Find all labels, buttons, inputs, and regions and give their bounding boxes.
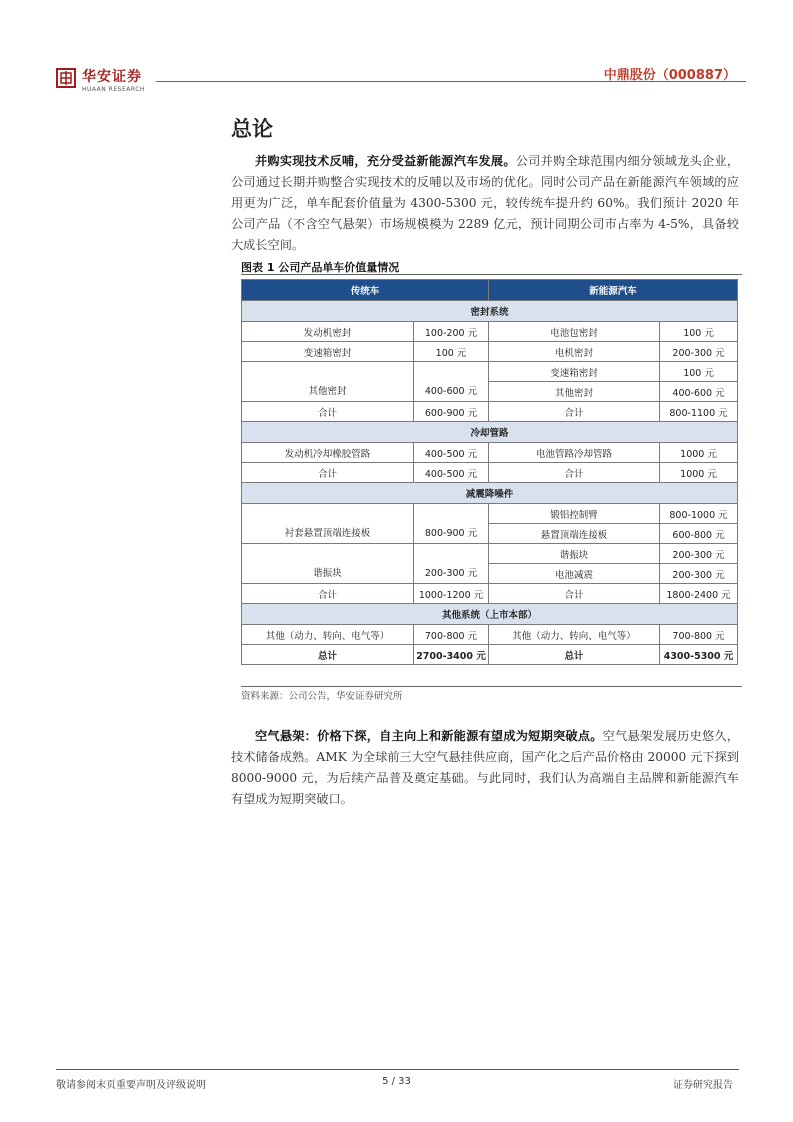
figure-source: 资料来源：公司公告，华安证券研究所 bbox=[241, 691, 403, 702]
table-header-row bbox=[242, 280, 738, 301]
source-divider bbox=[241, 686, 742, 687]
footer-divider bbox=[56, 1069, 739, 1070]
table-row bbox=[242, 362, 738, 382]
logo-text-en: HUAAN RESEARCH bbox=[82, 86, 145, 93]
cell: 合计 bbox=[489, 463, 660, 483]
cell: 100 元 bbox=[660, 322, 738, 342]
section-cooling: 冷却管路 bbox=[242, 422, 738, 443]
cell: 变速箱密封 bbox=[242, 342, 414, 362]
cell: 悬置顶端连接板 bbox=[489, 524, 660, 544]
cell: 200-300 元 bbox=[660, 544, 738, 564]
table-row bbox=[242, 584, 738, 604]
section-row bbox=[242, 604, 738, 625]
section-heading: 总论 bbox=[231, 116, 273, 141]
header-new-energy: 新能源汽车 bbox=[489, 280, 738, 301]
page-number: 5 / 33 bbox=[382, 1076, 411, 1087]
logo-text-cn: 华安证券 bbox=[82, 69, 142, 85]
header-traditional: 传统车 bbox=[242, 280, 489, 301]
table-row bbox=[242, 625, 738, 645]
cell: 1800-2400 元 bbox=[660, 584, 738, 604]
table-row bbox=[242, 342, 738, 362]
cell: 400-500 元 bbox=[414, 463, 489, 483]
section-nvh: 减震降噪件 bbox=[242, 483, 738, 504]
cell: 其他（动力、转向、电气等） bbox=[489, 625, 660, 645]
huaan-logo-icon bbox=[56, 68, 76, 88]
section-other: 其他系统（上市本部） bbox=[242, 604, 738, 625]
cell: 1000-1200 元 bbox=[414, 584, 489, 604]
caption-divider bbox=[241, 274, 742, 275]
cell: 2700-3400 元 bbox=[414, 645, 489, 665]
cell: 700-800 元 bbox=[414, 625, 489, 645]
cell: 电机密封 bbox=[489, 342, 660, 362]
footer-disclaimer: 敬请参阅末页重要声明及评级说明 bbox=[56, 1080, 206, 1091]
cell: 合计 bbox=[242, 463, 414, 483]
page-header bbox=[56, 64, 746, 100]
cell: 400-500 元 bbox=[414, 443, 489, 463]
table-row bbox=[242, 322, 738, 342]
total-row bbox=[242, 645, 738, 665]
cell: 100 元 bbox=[414, 342, 489, 362]
cell: 100 元 bbox=[660, 362, 738, 382]
cell: 其他密封 bbox=[242, 362, 414, 402]
section-row bbox=[242, 422, 738, 443]
cell: 电池减震 bbox=[489, 564, 660, 584]
cell: 电池管路冷却管路 bbox=[489, 443, 660, 463]
cell: 400-600 元 bbox=[414, 362, 489, 402]
paragraph-body: 公司并购全球范围内细分领域龙头企业，公司通过长期并购整合实现技术的反哺以及市场的优化。同时公司产品在新能源汽车领域的应用更为广泛，单车配套价值量为 4300-5300 元，较传统车提升约 60%。我们预计 2020 年公司产品（不含空气悬架）市场规模模为 2289 亿元，预计同期公司市占率为 4-5%，具备较大成长空间。 bbox=[231, 154, 740, 252]
cell: 谐振块 bbox=[242, 544, 414, 584]
cell: 总计 bbox=[489, 645, 660, 665]
footer-label: 证券研究报告 bbox=[673, 1080, 733, 1091]
table-row bbox=[242, 544, 738, 564]
cell: 200-300 元 bbox=[660, 564, 738, 584]
cell: 发动机冷却橡胶管路 bbox=[242, 443, 414, 463]
cell: 100-200 元 bbox=[414, 322, 489, 342]
cell: 4300-5300 元 bbox=[660, 645, 738, 665]
report-title: 中鼎股份（000887） bbox=[603, 68, 736, 83]
paragraph-lead: 并购实现技术反哺，充分受益新能源汽车发展。 bbox=[255, 154, 516, 168]
section-seal: 密封系统 bbox=[242, 301, 738, 322]
cell: 锻铝控制臂 bbox=[489, 504, 660, 524]
cell: 800-900 元 bbox=[414, 504, 489, 544]
cell: 总计 bbox=[242, 645, 414, 665]
table-row bbox=[242, 402, 738, 422]
cell: 800-1100 元 bbox=[660, 402, 738, 422]
table-row bbox=[242, 504, 738, 524]
air-suspension-paragraph bbox=[231, 726, 739, 810]
cell: 变速箱密封 bbox=[489, 362, 660, 382]
cell: 1000 元 bbox=[660, 443, 738, 463]
cell: 800-1000 元 bbox=[660, 504, 738, 524]
cell: 600-800 元 bbox=[660, 524, 738, 544]
cell: 衬套悬置顶端连接板 bbox=[242, 504, 414, 544]
cell: 200-300 元 bbox=[414, 544, 489, 584]
cell: 200-300 元 bbox=[660, 342, 738, 362]
cell: 1000 元 bbox=[660, 463, 738, 483]
section-row bbox=[242, 301, 738, 322]
product-value-table bbox=[241, 279, 738, 665]
cell: 700-800 元 bbox=[660, 625, 738, 645]
cell: 其他密封 bbox=[489, 382, 660, 402]
paragraph-body: 空气悬架发展历史悠久，技术储备成熟。AMK 为全球前三大空气悬挂供应商，国产化之后产品价格由 20000 元下探到 8000-9000 元，为后续产品普及奠定基础。与此同时，我们认为高端自主品牌和新能源汽车有望成为短期突破口。 bbox=[231, 729, 740, 806]
cell: 其他（动力、转向、电气等） bbox=[242, 625, 414, 645]
summary-paragraph bbox=[231, 151, 739, 256]
cell: 400-600 元 bbox=[660, 382, 738, 402]
figure-caption: 图表 1 公司产品单车价值量情况 bbox=[241, 261, 400, 274]
cell: 发动机密封 bbox=[242, 322, 414, 342]
cell: 合计 bbox=[242, 402, 414, 422]
cell: 谐振块 bbox=[489, 544, 660, 564]
cell: 电池包密封 bbox=[489, 322, 660, 342]
paragraph-lead: 空气悬架：价格下探，自主向上和新能源有望成为短期突破点。 bbox=[255, 729, 603, 743]
section-row bbox=[242, 483, 738, 504]
cell: 合计 bbox=[489, 584, 660, 604]
table-row bbox=[242, 443, 738, 463]
cell: 600-900 元 bbox=[414, 402, 489, 422]
cell: 合计 bbox=[242, 584, 414, 604]
table-row bbox=[242, 463, 738, 483]
cell: 合计 bbox=[489, 402, 660, 422]
